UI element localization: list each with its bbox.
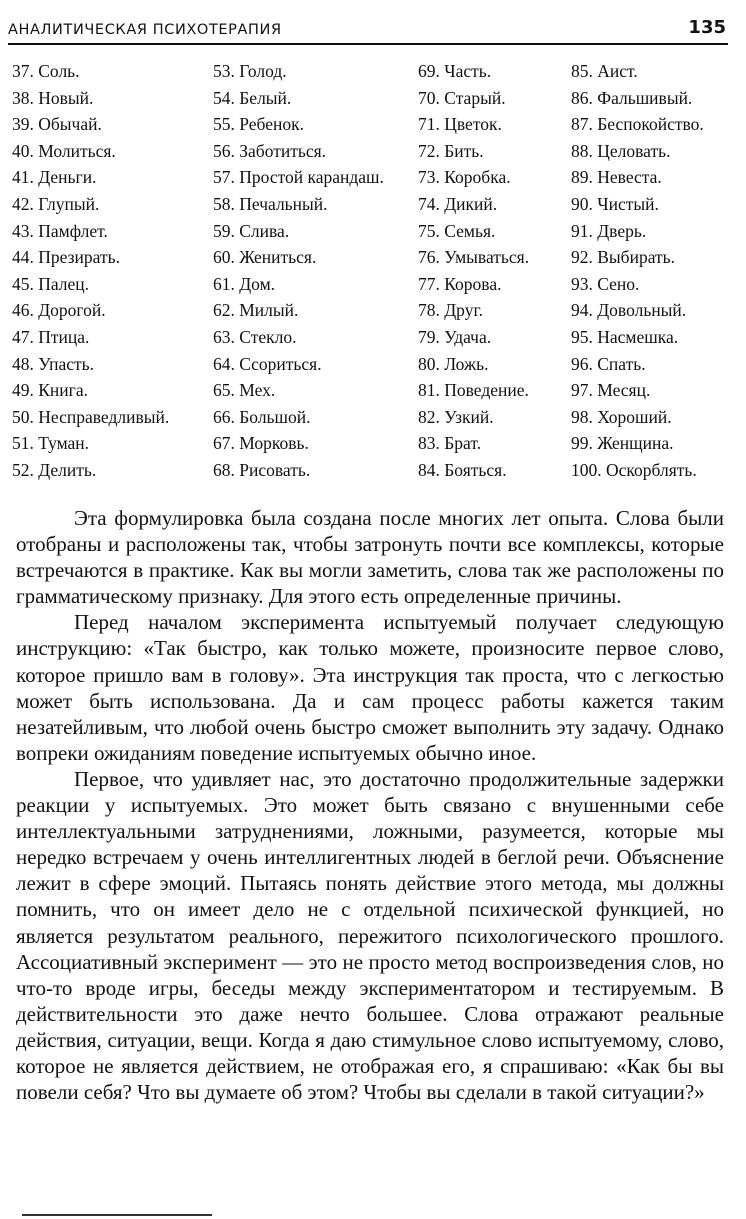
running-title: АНАЛИТИЧЕСКАЯ ПСИХОТЕРАПИЯ (8, 22, 282, 38)
word-list-item: 73. Коробка. (418, 167, 511, 188)
word-list-item: 84. Бояться. (418, 459, 507, 480)
paragraph-3: Первое, что удивляет нас, это достаточно продолжительные задержки реакции у испытуемых. Это может быть связано с внушенными себе интеллектуальными затруднениями, ложными, разумеется, которые мы нередко встречаем у очень интеллигентных людей в беглой речи. Объяснение лежит в сфере эмоций. Пытаясь понять действие этого метода, мы должны помнить, что он имеет дело не с отдельной психической функцией, но является результатом реального, пережитого психологического прошлого. Ассоциативный эксперимент — это не просто метод воспроизведения слов, но что-то вроде игры, беседы между экспериментатором и тестируемым. В действительности это даже нечто большее. Слова отражают реальные действия, ситуации, вещи. Когда я даю стимульное слово испытуемому, слово, которое не является действием, не отображая его, я спрашиваю: «Как бы вы повели себя? Что вы думаете об этом? Чтобы вы сделали в такой ситуации?» (16, 766, 724, 1105)
word-list-item: 87. Беспокойство. (571, 114, 704, 135)
word-list-item: 94. Довольный. (571, 300, 687, 321)
word-list-item: 49. Книга. (12, 380, 88, 401)
word-list-item: 45. Палец. (12, 273, 90, 294)
word-list-item: 58. Печальный. (213, 193, 328, 214)
word-list-item: 60. Жениться. (213, 247, 317, 268)
word-list-item: 54. Белый. (213, 87, 292, 108)
word-list-item: 95. Насмешка. (571, 326, 679, 347)
word-list-item: 77. Корова. (418, 273, 502, 294)
word-list-item: 40. Молиться. (12, 140, 116, 161)
word-list-item: 96. Спать. (571, 353, 646, 374)
word-list-item: 59. Слива. (213, 220, 290, 241)
word-list-item: 38. Новый. (12, 87, 94, 108)
word-list-item: 92. Выбирать. (571, 247, 676, 268)
word-list-item: 76. Умываться. (418, 247, 530, 268)
word-list-item: 97. Месяц. (571, 380, 651, 401)
word-list-item: 89. Невеста. (571, 167, 662, 188)
word-list-item: 57. Простой карандаш. (213, 167, 384, 188)
word-list-item: 67. Морковь. (213, 433, 309, 454)
word-list-item: 55. Ребенок. (213, 114, 304, 135)
word-column-4 (571, 58, 704, 484)
word-list-item: 93. Сено. (571, 273, 640, 294)
word-column-2 (213, 58, 384, 484)
word-list-item: 90. Чистый. (571, 193, 659, 214)
word-list-item: 100. Оскорблять. (571, 459, 697, 480)
word-list-item: 88. Целовать. (571, 140, 671, 161)
word-list-item: 56. Заботиться. (213, 140, 327, 161)
word-list-item: 52. Делить. (12, 459, 97, 480)
word-list-item: 61. Дом. (213, 273, 276, 294)
word-list-item: 39. Обычай. (12, 114, 102, 135)
running-header (8, 14, 726, 38)
word-list-item: 44. Презирать. (12, 247, 120, 268)
word-list-item: 66. Большой. (213, 406, 311, 427)
word-column-1 (12, 58, 169, 484)
word-list-item: 46. Дорогой. (12, 300, 106, 321)
word-list-item: 37. Соль. (12, 61, 80, 81)
word-list-item: 85. Аист. (571, 61, 638, 81)
page-number: 135 (688, 17, 726, 38)
word-list-item: 78. Друг. (418, 300, 484, 321)
word-column-3 (418, 58, 529, 484)
word-list-item: 81. Поведение. (418, 380, 529, 401)
paragraph-2: Перед началом эксперимента испытуемый получает следующую инструкцию: «Так быстро, как только можете, произносите первое слово, которое пришло вам в голову». Эта инструкция так проста, что с легкостью может быть использована. Да и сам процесс работы кажется таким незатейливым, что любой очень быстро сможет выполнить эту задачу. Однако вопреки ожиданиям поведение испытуемых обычно иное. (16, 610, 724, 765)
word-list-item: 75. Семья. (418, 220, 496, 241)
word-list-item: 50. Несправедливый. (12, 406, 170, 427)
header-rule (8, 43, 728, 45)
word-list-item: 51. Туман. (12, 433, 90, 454)
word-list-item: 68. Рисовать. (213, 459, 311, 480)
word-list-item: 91. Дверь. (571, 220, 647, 241)
footer-rule (22, 1214, 212, 1216)
word-list-item: 82. Узкий. (418, 406, 494, 427)
word-list-item: 65. Мех. (213, 380, 276, 401)
word-list-item: 80. Ложь. (418, 353, 489, 374)
word-list-item: 71. Цветок. (418, 114, 502, 135)
word-list-item: 47. Птица. (12, 326, 90, 347)
word-list-item: 62. Милый. (213, 300, 299, 321)
word-list-item: 43. Памфлет. (12, 220, 108, 241)
word-list-item: 48. Упасть. (12, 353, 95, 374)
word-list-item: 74. Дикий. (418, 193, 498, 214)
word-list-item: 41. Деньги. (12, 167, 97, 188)
word-list-item: 99. Женщина. (571, 433, 674, 454)
word-list-item: 86. Фальшивый. (571, 87, 693, 108)
stimulus-word-list (12, 58, 732, 488)
word-list-item: 83. Брат. (418, 433, 482, 454)
word-list-item: 63. Стекло. (213, 326, 297, 347)
word-list-item: 72. Бить. (418, 140, 484, 161)
word-list-item: 42. Глупый. (12, 193, 100, 214)
word-list-item: 98. Хороший. (571, 406, 672, 427)
word-list-item: 69. Часть. (418, 61, 492, 81)
paragraph-1: Эта формулировка была создана после многих лет опыта. Слова были отобраны и расположены так, чтобы затронуть почти все комплексы, которые встречаются в практике. Как вы могли заметить, слова так же расположены по грамматическому признаку. Для этого есть определенные причины. (16, 506, 724, 609)
word-list-item: 53. Голод. (213, 61, 287, 81)
body-text (16, 505, 724, 1105)
word-list-item: 79. Удача. (418, 326, 492, 347)
word-list-item: 70. Старый. (418, 87, 506, 108)
word-list-item: 64. Ссориться. (213, 353, 322, 374)
